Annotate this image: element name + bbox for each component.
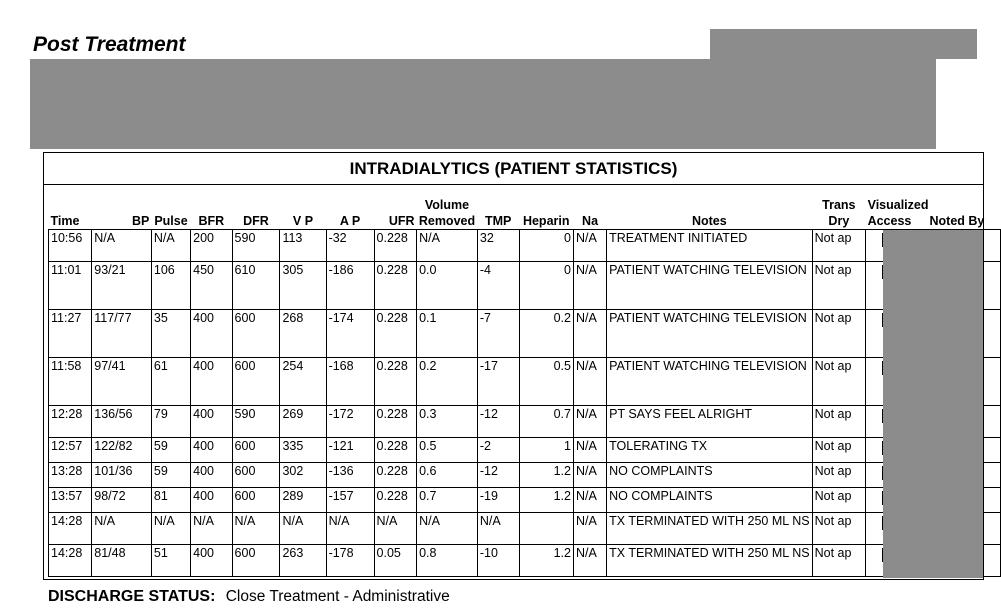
time-cell: 12:28	[49, 405, 92, 437]
pulse-cell: N/A	[151, 512, 190, 544]
ufr-cell: 0.228	[374, 357, 417, 405]
ap-cell: N/A	[326, 512, 374, 544]
dry-cell: Not ap	[812, 357, 865, 405]
tmp-cell: -19	[477, 487, 519, 512]
discharge-value: Close Treatment - Administrative	[225, 588, 450, 605]
heparin-cell: 1	[519, 437, 573, 462]
dry-cell: Not ap	[812, 462, 865, 487]
vp-cell: 305	[280, 261, 326, 309]
na-cell: N/A	[573, 229, 606, 261]
redaction-band	[30, 59, 936, 149]
bp-cell: 81/48	[92, 544, 152, 576]
dry-cell: Not ap	[812, 309, 865, 357]
bfr-cell: 400	[191, 405, 232, 437]
notes-cell: NO COMPLAINTS	[607, 462, 813, 487]
vp-cell: 113	[280, 229, 326, 261]
table-row	[49, 487, 1001, 512]
col-header: Na	[582, 213, 599, 228]
bp-cell: 98/72	[92, 487, 152, 512]
pulse-cell: 79	[151, 405, 190, 437]
heparin-cell: 0.5	[519, 357, 573, 405]
vp-cell: 254	[280, 357, 326, 405]
dry-cell: Not ap	[812, 512, 865, 544]
time-cell: 13:57	[49, 487, 92, 512]
dfr-cell: 610	[232, 261, 280, 309]
tmp-cell: -2	[477, 437, 519, 462]
dfr-cell: 600	[232, 309, 280, 357]
time-cell: 14:28	[49, 544, 92, 576]
dfr-cell: 590	[232, 229, 280, 261]
ufr-cell: 0.05	[374, 544, 417, 576]
dry-cell: Not ap	[812, 229, 865, 261]
time-cell: 11:27	[49, 309, 92, 357]
notes-cell: TREATMENT INITIATED	[607, 229, 813, 261]
ufr-cell: 0.228	[374, 487, 417, 512]
ap-cell: -136	[326, 462, 374, 487]
vp-cell: 268	[280, 309, 326, 357]
pulse-cell: 81	[151, 487, 190, 512]
bp-cell: 97/41	[92, 357, 152, 405]
volume-cell: 0.6	[417, 462, 478, 487]
bfr-cell: 400	[191, 462, 232, 487]
dfr-cell: 590	[232, 405, 280, 437]
notes-cell: PATIENT WATCHING TELEVISION	[607, 357, 813, 405]
ap-cell: -178	[326, 544, 374, 576]
dry-cell: Not ap	[812, 437, 865, 462]
notes-cell: TOLERATING TX	[607, 437, 813, 462]
vp-cell: 263	[280, 544, 326, 576]
na-cell: N/A	[573, 462, 606, 487]
heparin-cell: 1.2	[519, 487, 573, 512]
volume-cell: 0.1	[417, 309, 478, 357]
heparin-cell: 1.2	[519, 462, 573, 487]
page-title: Post Treatment	[33, 33, 186, 56]
table-row	[49, 229, 1001, 261]
notes-cell: PATIENT WATCHING TELEVISION	[607, 309, 813, 357]
col-group-trans: Trans	[822, 198, 856, 212]
col-header: UFR	[388, 213, 415, 228]
redaction-block-top	[710, 29, 977, 59]
dry-cell: Not ap	[812, 487, 865, 512]
table-row	[49, 357, 1001, 405]
tmp-cell: -7	[477, 309, 519, 357]
heparin-cell: 0	[519, 229, 573, 261]
bp-cell: N/A	[92, 229, 152, 261]
bp-cell: N/A	[92, 512, 152, 544]
redaction-noted-by	[883, 230, 983, 578]
dry-cell: Not ap	[812, 544, 865, 576]
bp-cell: 136/56	[92, 405, 152, 437]
time-cell: 12:57	[49, 437, 92, 462]
table-row	[49, 309, 1001, 357]
tmp-cell: -4	[477, 261, 519, 309]
ufr-cell: 0.228	[374, 462, 417, 487]
ap-cell: -174	[326, 309, 374, 357]
volume-cell: 0.2	[417, 357, 478, 405]
discharge-label: DISCHARGE STATUS:	[48, 588, 216, 605]
na-cell: N/A	[573, 487, 606, 512]
dfr-cell: 600	[232, 544, 280, 576]
notes-cell: TX TERMINATED WITH 250 ML NS	[607, 512, 813, 544]
bfr-cell: 400	[191, 357, 232, 405]
col-header: Notes	[691, 213, 727, 228]
na-cell: N/A	[573, 405, 606, 437]
col-header: BFR	[198, 213, 225, 228]
tmp-cell: -17	[477, 357, 519, 405]
table-row	[49, 437, 1001, 462]
pulse-cell: N/A	[151, 229, 190, 261]
notes-cell: PATIENT WATCHING TELEVISION	[607, 261, 813, 309]
bp-cell: 117/77	[92, 309, 152, 357]
dfr-cell: 600	[232, 357, 280, 405]
heparin-cell: 0.7	[519, 405, 573, 437]
bfr-cell: 450	[191, 261, 232, 309]
col-group-volume: Volume	[424, 198, 470, 212]
pulse-cell: 59	[151, 437, 190, 462]
section-heading: INTRADIALYTICS (PATIENT STATISTICS)	[44, 153, 983, 185]
tmp-cell: N/A	[477, 512, 519, 544]
heparin-cell	[519, 512, 573, 544]
vp-cell: 335	[280, 437, 326, 462]
pulse-cell: 51	[151, 544, 190, 576]
col-header: BP	[132, 213, 150, 228]
col-header: Noted By	[929, 213, 985, 228]
pulse-cell: 61	[151, 357, 190, 405]
heparin-cell: 0.2	[519, 309, 573, 357]
col-header: Removed	[418, 213, 476, 228]
col-header: Time	[50, 213, 80, 228]
ufr-cell: N/A	[374, 512, 417, 544]
vp-cell: N/A	[280, 512, 326, 544]
intradialytics-table	[48, 197, 1001, 577]
dfr-cell: 600	[232, 487, 280, 512]
time-cell: 10:56	[49, 229, 92, 261]
na-cell: N/A	[573, 437, 606, 462]
na-cell: N/A	[573, 261, 606, 309]
dfr-cell: 600	[232, 437, 280, 462]
col-header: DFR	[243, 213, 269, 228]
vp-cell: 269	[280, 405, 326, 437]
col-header: A P	[339, 213, 361, 228]
col-header: Dry	[828, 213, 850, 228]
table-row	[49, 544, 1001, 576]
na-cell: N/A	[573, 544, 606, 576]
na-cell: N/A	[573, 357, 606, 405]
discharge-status	[48, 588, 450, 606]
table-row	[49, 405, 1001, 437]
volume-cell: N/A	[417, 512, 478, 544]
bfr-cell: 400	[191, 487, 232, 512]
col-header: Pulse	[154, 213, 188, 228]
time-cell: 11:58	[49, 357, 92, 405]
table-row	[49, 261, 1001, 309]
ap-cell: -121	[326, 437, 374, 462]
pulse-cell: 35	[151, 309, 190, 357]
col-header: Access	[867, 213, 912, 228]
ufr-cell: 0.228	[374, 229, 417, 261]
dfr-cell: 600	[232, 462, 280, 487]
ufr-cell: 0.228	[374, 309, 417, 357]
bfr-cell: 200	[191, 229, 232, 261]
ap-cell: -168	[326, 357, 374, 405]
time-cell: 14:28	[49, 512, 92, 544]
col-header: TMP	[485, 213, 512, 228]
ap-cell: -32	[326, 229, 374, 261]
ufr-cell: 0.228	[374, 261, 417, 309]
table-row	[49, 512, 1001, 544]
dfr-cell: N/A	[232, 512, 280, 544]
tmp-cell: -10	[477, 544, 519, 576]
ufr-cell: 0.228	[374, 437, 417, 462]
bfr-cell: N/A	[191, 512, 232, 544]
col-group-visualized: Visualized	[867, 198, 929, 212]
pulse-cell: 59	[151, 462, 190, 487]
col-header: V P	[292, 213, 314, 228]
col-header: Heparin	[522, 213, 570, 228]
dry-cell: Not ap	[812, 261, 865, 309]
pulse-cell: 106	[151, 261, 190, 309]
volume-cell: 0.7	[417, 487, 478, 512]
dry-cell: Not ap	[812, 405, 865, 437]
heparin-cell: 1.2	[519, 544, 573, 576]
tmp-cell: 32	[477, 229, 519, 261]
volume-cell: 0.5	[417, 437, 478, 462]
time-cell: 13:28	[49, 462, 92, 487]
volume-cell: 0.3	[417, 405, 478, 437]
vp-cell: 302	[280, 462, 326, 487]
bfr-cell: 400	[191, 437, 232, 462]
volume-cell: 0.0	[417, 261, 478, 309]
notes-cell: NO COMPLAINTS	[607, 487, 813, 512]
vp-cell: 289	[280, 487, 326, 512]
notes-cell: TX TERMINATED WITH 250 ML NS	[607, 544, 813, 576]
ap-cell: -172	[326, 405, 374, 437]
bp-cell: 93/21	[92, 261, 152, 309]
na-cell: N/A	[573, 512, 606, 544]
volume-cell: N/A	[417, 229, 478, 261]
bfr-cell: 400	[191, 544, 232, 576]
ap-cell: -157	[326, 487, 374, 512]
volume-cell: 0.8	[417, 544, 478, 576]
na-cell: N/A	[573, 309, 606, 357]
ap-cell: -186	[326, 261, 374, 309]
tmp-cell: -12	[477, 405, 519, 437]
notes-cell: PT SAYS FEEL ALRIGHT	[607, 405, 813, 437]
ufr-cell: 0.228	[374, 405, 417, 437]
tmp-cell: -12	[477, 462, 519, 487]
table-row	[49, 462, 1001, 487]
bp-cell: 122/82	[92, 437, 152, 462]
heparin-cell: 0	[519, 261, 573, 309]
bfr-cell: 400	[191, 309, 232, 357]
time-cell: 11:01	[49, 261, 92, 309]
bp-cell: 101/36	[92, 462, 152, 487]
